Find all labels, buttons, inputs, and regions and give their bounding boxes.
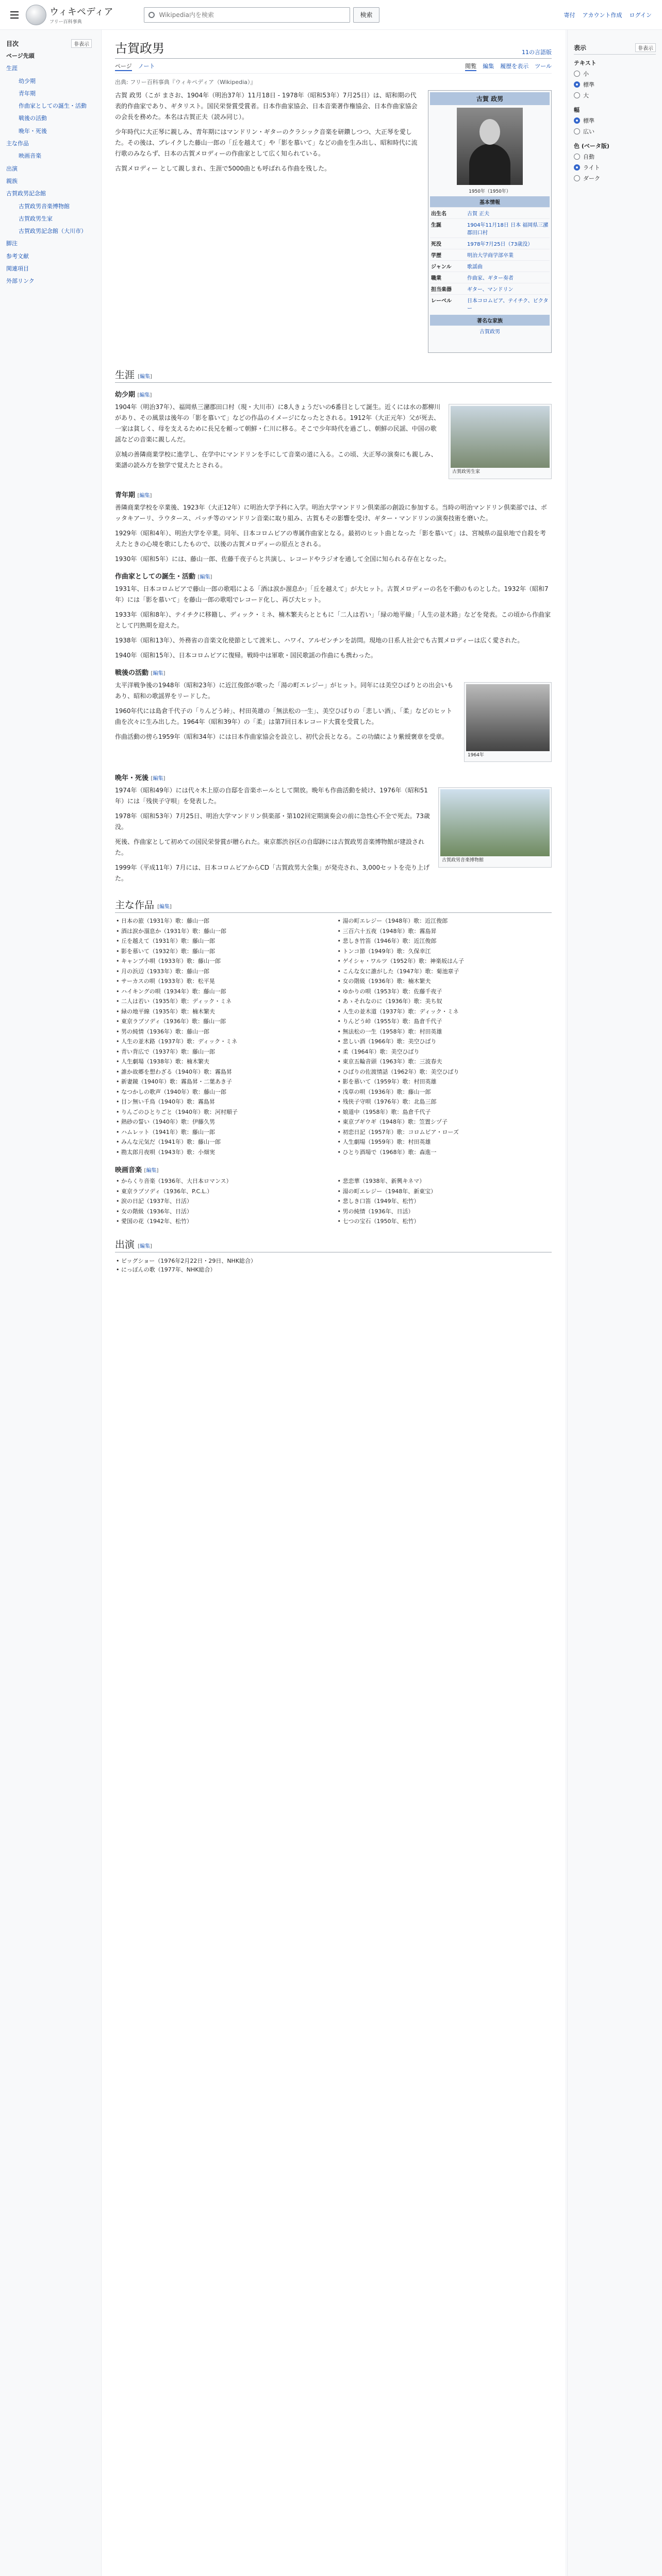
youth-paragraph: 善隣商業学校を卒業後、1923年（大正12年）に明治大学予科に入学。明治大学マンドリン倶楽部の創設に参加する。当時の明治マンドリン倶楽部では、ボッタキアーリ、ラウタース、パッチ等のマンドリン音楽に取り組み、古賀もその影響を受け、ギター・マンドリンの演奏技術を磨いた。: [115, 503, 547, 522]
work-item[interactable]: • 月の浜辺（1933年）歌：藤山一郎: [115, 968, 330, 976]
film-item[interactable]: • 七つの宝石（1950年、松竹）: [337, 1217, 552, 1226]
photo-thumbnail[interactable]: [449, 404, 552, 479]
text-size-large[interactable]: 大: [574, 91, 656, 99]
work-item[interactable]: • ひとり酒場で（1968年）歌：森進一: [337, 1148, 552, 1157]
infobox-key: 担当楽器: [431, 287, 452, 293]
film-item[interactable]: • 湯の町エレジー（1948年、新東宝）: [337, 1188, 552, 1196]
edit-link[interactable]: 編集: [139, 393, 150, 398]
toc-item[interactable]: 脚注: [6, 240, 18, 247]
work-item[interactable]: • 三百六十五夜（1948年）歌：霧島昇: [337, 927, 552, 936]
infobox-key: 学歴: [431, 253, 441, 259]
work-item[interactable]: • 残侠子守唄（1976年）歌：北島三郎: [337, 1098, 552, 1107]
films-list: [115, 1177, 552, 1228]
toc-item[interactable]: 古賀政男生家: [19, 215, 53, 222]
work-item[interactable]: • 誰か故郷を想わざる（1940年）歌：霧島昇: [115, 1068, 330, 1077]
work-item[interactable]: • 緑の地平線（1935年）歌：楠木繁夫: [115, 1008, 330, 1016]
infobox-row: [430, 272, 550, 283]
edit-link[interactable]: 編集: [146, 1168, 157, 1174]
photo-caption: 古賀政男音楽博物館: [442, 858, 484, 863]
appearance-heading: 表示 非表示: [574, 43, 656, 55]
work-item[interactable]: • ゆかりの唄（1953年）歌：佐藤千夜子: [337, 988, 552, 996]
late-paragraph: 1999年（平成11年）7月には、日本コロムビアからCD「古賀政男大全集」が発売され、3,000セットを売り上げた。: [115, 864, 430, 883]
donate-link[interactable]: 寄付: [564, 11, 575, 19]
infobox-key: 職業: [431, 276, 441, 281]
infobox-value[interactable]: 作曲家、ギター奏者: [467, 276, 514, 281]
infobox-row: [430, 238, 550, 249]
infobox-row: [430, 260, 550, 272]
career-paragraph: 1931年、日本コロムビアで藤山一郎の歌唱による「酒は涙か溜息か」「丘を越えて」が大ヒット。古賀メロディーの名を不動のものとした。1932年（昭和7年）には「影を慕いて」を藤山一郎の歌唱でレコード化し、再び大ヒット。: [115, 585, 549, 603]
appearance-item[interactable]: • にっぽんの歌（1977年、NHK総合）: [115, 1265, 552, 1275]
intro-paragraph-3: 古賀メロディー として親しまれ、生涯で5000曲とも呼ばれる作曲を残した。: [115, 165, 331, 172]
color-dark[interactable]: ダーク: [574, 174, 656, 182]
work-item[interactable]: • 浅草の唄（1936年）歌：藤山一郎: [337, 1088, 552, 1097]
tab-edit[interactable]: 編集: [483, 63, 494, 70]
work-item[interactable]: • ハムレット（1941年）歌：藤山一郎: [115, 1128, 330, 1137]
infobox-row: [430, 218, 550, 238]
work-item[interactable]: • トンコ節（1949年）歌：久保幸江: [337, 947, 552, 956]
late-paragraph: 1978年（昭和53年）7月25日、明治大学マンドリン倶楽部・第102回定期演奏会の前に急性心不全で死去。73歳没。: [115, 812, 430, 831]
infobox-value[interactable]: 古賀 正夫: [467, 211, 490, 217]
work-item[interactable]: • ひばりの佐渡情話（1962年）歌：美空ひばり: [337, 1068, 552, 1077]
work-item[interactable]: • キャンプ小唄（1933年）歌：藤山一郎: [115, 957, 330, 966]
toc-item[interactable]: 古賀政男音楽博物館: [19, 202, 70, 210]
infobox-row: [430, 207, 550, 218]
toc-item[interactable]: ページ先頭: [6, 53, 35, 59]
works-list: [115, 917, 552, 1158]
appearance-hide-button[interactable]: 非表示: [635, 43, 656, 52]
work-item[interactable]: • 人生劇場（1938年）歌：楠木繁夫: [115, 1058, 330, 1066]
work-item[interactable]: • 男の純情（1936年）歌：藤山一郎: [115, 1028, 330, 1037]
film-item[interactable]: • 女の階級（1936年、日活）: [115, 1208, 330, 1216]
work-item[interactable]: • こんな女に誰がした（1947年）歌：菊池章子: [337, 968, 552, 976]
work-item[interactable]: • サーカスの唄（1933年）歌：松平晃: [115, 977, 330, 986]
toc-item[interactable]: 外部リンク: [6, 278, 35, 285]
create-account-link[interactable]: アカウント作成: [582, 11, 622, 19]
toc-item[interactable]: 参考文献: [6, 252, 29, 260]
film-item[interactable]: • からくり音楽（1936年、大日本ロマンス）: [115, 1177, 330, 1186]
infobox-value[interactable]: 歌謡曲: [467, 264, 483, 270]
infobox-row: [430, 294, 550, 313]
color-light[interactable]: ライト: [574, 163, 656, 172]
postwar-paragraph: 作曲活動の傍ら1959年（昭和34年）には日本作曲家協会を設立し、初代会長となる。この功績により紫綬褒章を受章。: [115, 733, 448, 740]
work-item[interactable]: • 柔（1964年）歌：美空ひばり: [337, 1048, 552, 1057]
work-item[interactable]: • 人生劇場（1959年）歌：村田英雄: [337, 1138, 552, 1147]
youth-paragraph: 1929年（昭和4年）、明治大学を卒業。同年、日本コロムビアの専属作曲家となる。最初のヒット曲となった「影を慕いて」は、宮城県の温泉地で自殺を考えたときの心境を歌にしたもので、以後の古賀メロディーの原点とされる。: [115, 529, 546, 548]
infobox: [428, 90, 552, 353]
late-paragraph: 1974年（昭和49年）には代々木上原の自邸を音楽ホールとして開放。晩年も作曲活動を続け、1976年（昭和51年）には「残侠子守唄」を発表した。: [115, 787, 428, 805]
work-item[interactable]: • 湯の町エレジー（1948年）歌：近江俊郎: [337, 917, 552, 926]
infobox-row: [430, 283, 550, 294]
section-films: 映画音楽 [編集]: [115, 1166, 159, 1175]
work-item[interactable]: • 青い背広で（1937年）歌：藤山一郎: [115, 1048, 330, 1057]
page-title: 古賀政男: [115, 41, 164, 56]
infobox-family[interactable]: 古賀政男: [479, 329, 500, 335]
tab-tools[interactable]: ツール: [535, 63, 552, 70]
infobox-key: 死没: [431, 242, 441, 247]
toc-heading: 目次 非表示: [6, 37, 92, 50]
infobox-section-family: 著名な家族: [430, 315, 550, 326]
infobox-value[interactable]: 日本コロムビア、テイチク、ビクター: [467, 298, 549, 312]
edit-link[interactable]: 編集: [200, 574, 210, 580]
work-item[interactable]: • 影を慕いて（1932年）歌：藤山一郎: [115, 947, 330, 956]
section-youth: 青年期 [編集]: [115, 491, 152, 499]
width-standard[interactable]: 標準: [574, 116, 656, 125]
text-size-standard[interactable]: 標準: [574, 80, 656, 89]
tab-talk[interactable]: ノート: [138, 63, 155, 70]
photo-caption: 1964年: [468, 752, 484, 758]
toc-item[interactable]: 生涯: [6, 65, 18, 72]
languages-button[interactable]: 11の言語版: [522, 49, 552, 56]
work-item[interactable]: • 人生の並木道（1937年）歌：ディック・ミネ: [337, 1008, 552, 1016]
toc-item[interactable]: 出演: [6, 165, 18, 172]
toc-item[interactable]: 映画音楽: [19, 152, 41, 160]
section-works: 主な作品 [編集]: [115, 897, 552, 913]
toc-item[interactable]: 青年期: [19, 90, 36, 97]
toc-item[interactable]: 古賀政男記念館: [6, 190, 46, 197]
youth-paragraph: 1930年（昭和5年）には、藤山一郎、佐藤千夜子らと共演し、レコードやラジオを通して全国に知られる存在となった。: [115, 555, 451, 563]
section-appearances: 出演 [編集]: [115, 1237, 552, 1252]
late-paragraph: 死後、作曲家として初めての国民栄誉賞が贈られた。東京都渋谷区の自邸跡には古賀政男音楽博物館が建設された。: [115, 838, 425, 857]
film-item[interactable]: • 悲恋華（1938年、新興キネマ）: [337, 1177, 552, 1186]
infobox-value[interactable]: 1904年11月18日 日本 福岡県三瀦郡田口村: [467, 223, 549, 236]
globe-icon: [26, 5, 46, 25]
article-content: [101, 30, 565, 2576]
search-button[interactable]: 検索: [353, 7, 379, 23]
childhood-paragraph: 京城の善隣商業学校に進学し、在学中にマンドリンを手にして音楽の道に入る。この頃、大正琴の演奏にも親しみ、楽譜の読み方を独学で覚えたとされる。: [115, 451, 437, 469]
work-item[interactable]: • 東京ラプソディ（1936年）歌：藤山一郎: [115, 1018, 330, 1026]
work-item[interactable]: • 初恋日記（1957年）歌：コロムビア・ローズ: [337, 1128, 552, 1137]
search-box[interactable]: [144, 7, 350, 23]
toc-sidebar: [0, 30, 98, 2576]
work-item[interactable]: • なつかしの歌声（1940年）歌：藤山一郎: [115, 1088, 330, 1097]
work-item[interactable]: • 悲しき竹笛（1946年）歌：近江俊郎: [337, 937, 552, 946]
infobox-section-basic: 基本情報: [430, 196, 550, 207]
section-late: 晩年・死後 [編集]: [115, 774, 166, 783]
toc-item[interactable]: 幼少期: [19, 77, 36, 84]
infobox-key: 出生名: [431, 211, 446, 217]
width-wide[interactable]: 広い: [574, 127, 656, 135]
portrait-photo[interactable]: [457, 108, 523, 185]
section-career: 作曲家としての誕生・活動 [編集]: [115, 572, 212, 581]
photo-caption: 古賀政男生家: [452, 469, 481, 474]
work-item[interactable]: • みんな元気だ（1941年）歌：藤山一郎: [115, 1138, 330, 1147]
work-item[interactable]: • 人生の並木路（1937年）歌：ディック・ミネ: [115, 1038, 330, 1046]
infobox-row: [430, 249, 550, 260]
photo-thumbnail[interactable]: [438, 787, 552, 868]
text-size-small[interactable]: 小: [574, 70, 656, 78]
work-item[interactable]: • 東京五輪音頭（1963年）歌：三波春夫: [337, 1058, 552, 1066]
film-item[interactable]: • 愛国の花（1942年、松竹）: [115, 1217, 330, 1226]
section-childhood: 幼少期 [編集]: [115, 391, 152, 399]
career-paragraph: 1933年（昭和8年）、テイチクに移籍し、ディック・ミネ、楠木繁夫らとともに「二人は若い」「緑の地平線」「人生の並木路」などを発表。この頃から作曲家として円熟期を迎えた。: [115, 611, 551, 629]
infobox-key: ジャンル: [431, 264, 452, 270]
infobox-value[interactable]: ギター、マンドリン: [467, 287, 514, 293]
text-size-label: テキスト: [574, 60, 597, 66]
toc-item[interactable]: 晩年・死後: [19, 127, 47, 134]
wikipedia-logo[interactable]: [26, 5, 113, 25]
edit-link[interactable]: 編集: [139, 1243, 150, 1249]
work-item[interactable]: • あゝそれなのに（1936年）歌：美ち奴: [337, 997, 552, 1006]
work-item[interactable]: • 女の階級（1936年）歌：楠木繁夫: [337, 977, 552, 986]
width-label: 幅: [574, 107, 580, 113]
postwar-paragraph: 太平洋戦争後の1948年（昭和23年）に近江俊郎が歌った「湯の町エレジー」がヒット。同年には美空ひばりとの出会いもあり、昭和の歌謡界をリードした。: [115, 681, 454, 700]
logo-subtitle: フリー百科事典: [49, 20, 82, 25]
toc-item[interactable]: 主な作品: [6, 140, 29, 147]
source-line: 出典: フリー百科事典『ウィキペディア（Wikipedia）』: [115, 79, 256, 86]
work-item[interactable]: • 悲しい酒（1966年）歌：美空ひばり: [337, 1038, 552, 1046]
login-link[interactable]: ログイン: [629, 11, 652, 19]
photo-thumbnail[interactable]: [464, 682, 552, 762]
work-item[interactable]: • りんごのひとりごと（1940年）歌：河村順子: [115, 1108, 330, 1117]
work-item[interactable]: • 無法松の一生（1958年）歌：村田英雄: [337, 1028, 552, 1037]
work-item[interactable]: • 酒は涙か溜息か（1931年）歌：藤山一郎: [115, 927, 330, 936]
page-tabs: [115, 62, 552, 74]
infobox-title: 古賀 政男: [430, 92, 550, 105]
portrait-caption: 1950年（1950年）: [469, 189, 511, 194]
infobox-key: 生誕: [431, 223, 441, 228]
childhood-paragraph: 1904年（明治37年）、福岡県三瀦郡田口村（現・大川市）に8人きょうだいの6番目として誕生。近くには水の都柳川があり、その風景は後年の「影を慕いて」などの作品のイメージになったとされる。1912年（大正元年）父が死去、一家は貧しく、母を支えるために長兄を頼って朝鮮・仁川に移る。そこで少年時代を過ごし、朝鮮の民謡、中国の歌謡などの音楽に親しんだ。: [115, 403, 441, 443]
tab-page[interactable]: ページ: [115, 62, 132, 71]
infobox-value[interactable]: 1978年7月25日（73歳没）: [467, 242, 533, 247]
section-life: 生涯 [編集]: [115, 367, 552, 383]
color-auto[interactable]: 自動: [574, 152, 656, 161]
intro-paragraph-2: 少年時代に大正琴に親しみ、青年期にはマンドリン・ギターのクラシック音楽を研鑽しつつ、大正琴を愛した。その後は、ブレイクした藤山一郎の「丘を越えて」や「影を慕いて」などの曲を生み出し、昭和時代に流行歌のみならず、日本の古賀メロディーの作曲家として広く知られている。: [115, 128, 418, 157]
toc-item[interactable]: 作曲家としての誕生・活動: [19, 103, 87, 110]
section-postwar: 戦後の活動 [編集]: [115, 669, 166, 677]
film-item[interactable]: • 涙の日記（1937年、日活）: [115, 1197, 330, 1206]
search-input[interactable]: [159, 11, 350, 19]
appearance-panel: [567, 30, 662, 2576]
work-item[interactable]: • ゲイシャ・ワルツ（1952年）歌：神楽坂はん子: [337, 957, 552, 966]
edit-link[interactable]: 編集: [153, 670, 163, 676]
work-item[interactable]: • ハイキングの唄（1934年）歌：藤山一郎: [115, 988, 330, 996]
work-item[interactable]: • 熱砂の誓い（1940年）歌：伊藤久男: [115, 1118, 330, 1127]
film-item[interactable]: • 悲しき口笛（1949年、松竹）: [337, 1197, 552, 1206]
work-item[interactable]: • 丘を越えて（1931年）歌：藤山一郎: [115, 937, 330, 946]
toc-item[interactable]: 関連項目: [6, 265, 29, 273]
work-item[interactable]: • 二人は若い（1935年）歌：ディック・ミネ: [115, 997, 330, 1006]
top-bar: [0, 0, 662, 30]
work-item[interactable]: • 日本の旅（1931年）歌：藤山一郎: [115, 917, 330, 926]
user-links: [564, 11, 652, 19]
work-item[interactable]: • 勘太郎月夜唄（1943年）歌：小畑実: [115, 1148, 330, 1157]
intro-paragraph: 古賀 政男（こが まさお、1904年（明治37年）11月18日 - 1978年（昭和53年）7月25日）は、昭和期の代表的作曲家であり、ギタリスト。国民栄誉賞受賞者。日本作曲家協会、日本音楽著作権協会、日本作曲家協会の会長を務めた。本名は古賀正夫（読み同じ）。: [115, 92, 418, 121]
infobox-value[interactable]: 明治大学商学部卒業: [467, 253, 514, 259]
main-menu-button[interactable]: [7, 8, 22, 22]
work-item[interactable]: • 影を慕いて（1959年）歌：村田英雄: [337, 1078, 552, 1087]
work-item[interactable]: • 娘道中（1958年）歌：島倉千代子: [337, 1108, 552, 1117]
toc-item[interactable]: 親族: [6, 177, 18, 184]
search-icon: [148, 12, 155, 18]
logo-title: ウィキペディア: [49, 7, 113, 18]
work-item[interactable]: • りんどう峠（1955年）歌：島倉千代子: [337, 1018, 552, 1026]
edit-link[interactable]: 編集: [159, 904, 170, 910]
toc-item[interactable]: 戦後の活動: [19, 115, 47, 122]
color-label: 色 (ベータ版): [574, 143, 609, 149]
work-item[interactable]: • 目ン無い千鳥（1940年）歌：霧島昇: [115, 1098, 330, 1107]
edit-link[interactable]: 編集: [139, 374, 150, 380]
tab-history[interactable]: 履歴を表示: [500, 63, 529, 70]
appearance-item[interactable]: • ビッグショー（1976年2月22日・29日、NHK総合）: [115, 1257, 552, 1266]
work-item[interactable]: • 東京ブギウギ（1948年）歌：笠置シヅ子: [337, 1118, 552, 1127]
film-item[interactable]: • 男の純情（1936年、日活）: [337, 1208, 552, 1216]
edit-link[interactable]: 編集: [153, 776, 163, 782]
toc-item[interactable]: 古賀政男記念館（大川市）: [19, 228, 87, 235]
postwar-paragraph: 1960年代には島倉千代子の「りんどう峠」、村田英雄の「無法松の一生」、美空ひばりの「悲しい酒」、「柔」などのヒット曲を次々に生み出した。1964年（昭和39年）の「柔」は第7回日本レコード大賞を受賞した。: [115, 707, 453, 725]
infobox-key: レーベル: [431, 298, 452, 304]
edit-link[interactable]: 編集: [139, 493, 150, 499]
toc-hide-button[interactable]: 非表示: [71, 39, 92, 48]
work-item[interactable]: • 新妻鏡（1940年）歌：霧島昇・二葉あき子: [115, 1078, 330, 1087]
career-paragraph: 1938年（昭和13年）、外務省の音楽文化使節として渡米し、ハワイ、アルゼンチンを訪問。現地の日系人社会でも古賀メロディーは広く愛された。: [115, 636, 524, 644]
tab-read[interactable]: 閲覧: [465, 62, 476, 71]
career-paragraph: 1940年（昭和15年）、日本コロムビアに復帰。戦時中は軍歌・国民歌謡の作曲にも携わった。: [115, 651, 377, 659]
film-item[interactable]: • 東京ラプソディ（1936年、P.C.L.）: [115, 1188, 330, 1196]
